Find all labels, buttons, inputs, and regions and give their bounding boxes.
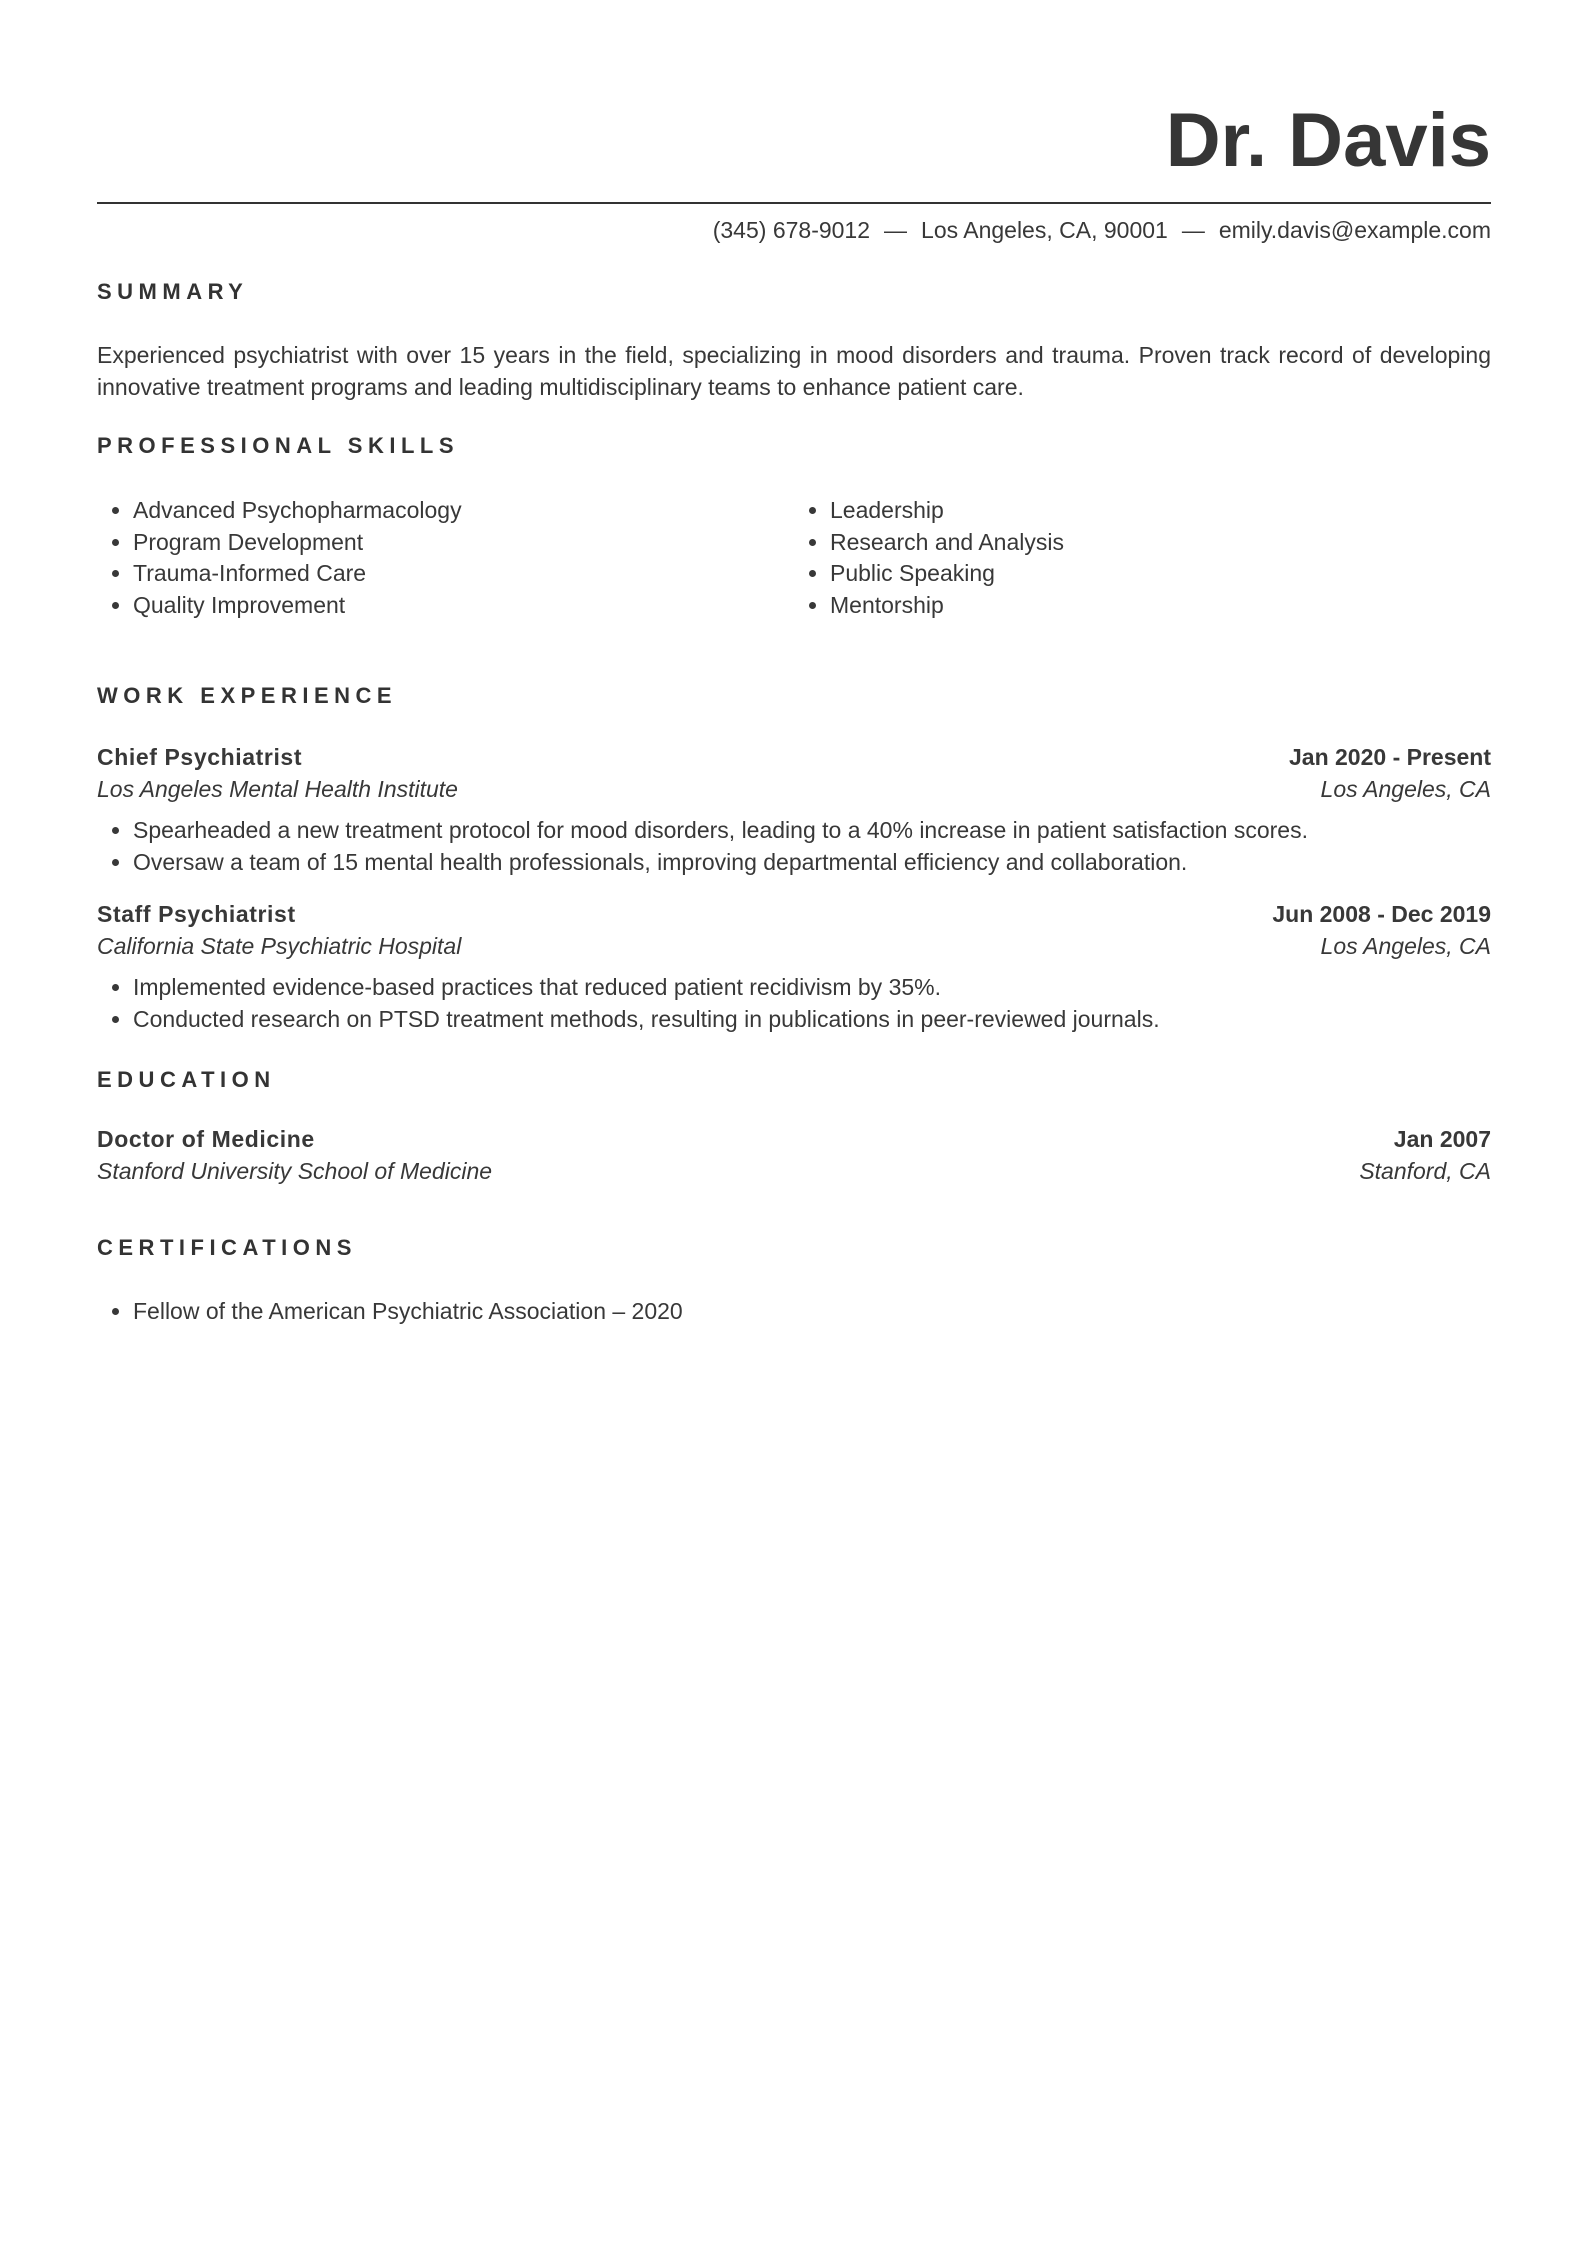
skill-item: • Public Speaking — [830, 558, 1491, 590]
job-location: Los Angeles, CA — [1320, 933, 1491, 959]
job-dates: Jan 2020 - Present — [1288, 744, 1491, 770]
skills-heading: PROFESSIONAL SKILLS — [97, 433, 460, 458]
candidate-name: Dr. Davis — [1165, 98, 1491, 183]
skills-column-left — [97, 495, 794, 621]
job-subheader — [97, 930, 1491, 962]
achievement-item: • Conducted research on PTSD treatment methods, resulting in publications in peer-reviewed journals. — [133, 1004, 1491, 1036]
job-subheader — [97, 773, 1491, 805]
contact-phone: (345) 678-9012 — [712, 217, 871, 243]
education-entry — [97, 1123, 1491, 1187]
education-heading: EDUCATION — [97, 1067, 276, 1092]
skill-item: • Advanced Psychopharmacology — [133, 495, 794, 527]
job-organization: California State Psychiatric Hospital — [97, 933, 462, 959]
school-name: Stanford University School of Medicine — [97, 1158, 493, 1184]
contact-location: Los Angeles, CA, 90001 — [921, 217, 1168, 243]
work-heading: WORK EXPERIENCE — [97, 683, 398, 708]
summary-heading: SUMMARY — [97, 279, 249, 304]
job-organization: Los Angeles Mental Health Institute — [97, 776, 458, 802]
degree-date: Jan 2007 — [1393, 1126, 1491, 1152]
education-subheader — [97, 1155, 1491, 1187]
contact-email: emily.davis@example.com — [1218, 217, 1491, 243]
contact-line — [97, 215, 1491, 245]
skill-item: • Program Development — [133, 527, 794, 559]
job-dates: Jun 2008 - Dec 2019 — [1272, 901, 1491, 927]
school-location: Stanford, CA — [1359, 1158, 1491, 1184]
job-entry — [97, 898, 1491, 1035]
contact-separator: — — [1181, 217, 1205, 243]
skill-item: • Research and Analysis — [830, 527, 1491, 559]
summary-text: Experienced psychiatrist with over 15 years in the field, specializing in mood disorders and trauma. Proven track record of developing innovative treatment programs and leading multidisciplinary teams to enhance patient care. — [97, 342, 1491, 400]
job-achievements — [97, 815, 1491, 878]
skill-item: • Leadership — [830, 495, 1491, 527]
skill-item: • Quality Improvement — [133, 590, 794, 622]
job-achievements — [97, 972, 1491, 1035]
job-header — [97, 741, 1491, 773]
skill-item: • Mentorship — [830, 590, 1491, 622]
certifications-list — [97, 1296, 1491, 1328]
job-location: Los Angeles, CA — [1320, 776, 1491, 802]
achievement-item: • Spearheaded a new treatment protocol for mood disorders, leading to a 40% increase in patient satisfaction scores. — [133, 815, 1491, 847]
certification-item: • Fellow of the American Psychiatric Association – 2020 — [133, 1296, 1491, 1328]
achievement-item: • Implemented evidence-based practices that reduced patient recidivism by 35%. — [133, 972, 1491, 1004]
job-title: Staff Psychiatrist — [97, 901, 296, 927]
job-header — [97, 898, 1491, 930]
degree-name: Doctor of Medicine — [97, 1126, 315, 1152]
job-title: Chief Psychiatrist — [97, 744, 303, 770]
job-entry — [97, 741, 1491, 878]
contact-separator: — — [884, 217, 908, 243]
education-header — [97, 1123, 1491, 1155]
achievement-item: • Oversaw a team of 15 mental health professionals, improving departmental efficiency and collaboration. — [133, 847, 1491, 879]
header-divider — [97, 202, 1491, 204]
skills-column-right — [794, 495, 1491, 621]
skills-grid — [97, 495, 1491, 621]
certifications-heading: CERTIFICATIONS — [97, 1235, 357, 1260]
skill-item: • Trauma-Informed Care — [133, 558, 794, 590]
